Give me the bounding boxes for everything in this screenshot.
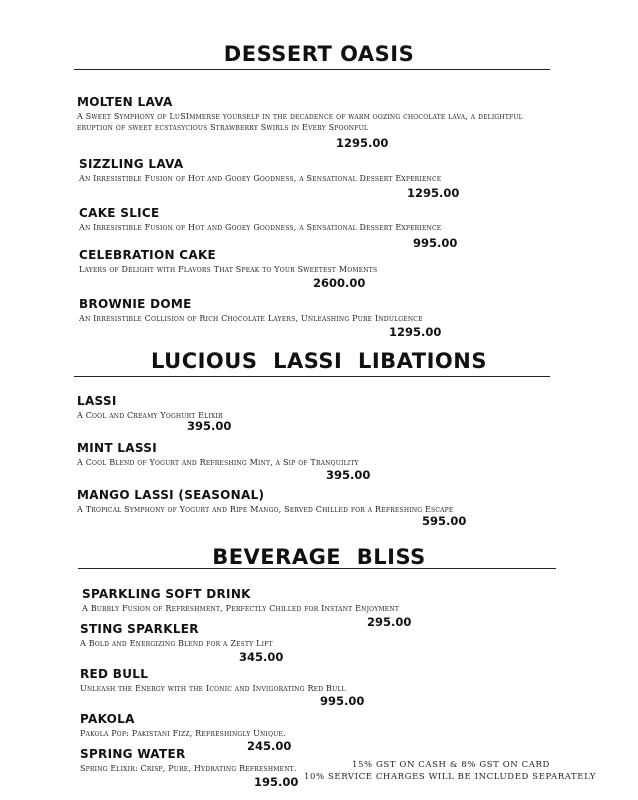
menu-item-spring-water — [80, 747, 340, 774]
section-title-dessert-oasis: DESSERT OASIS — [223, 42, 415, 66]
menu-item-celebration-cake — [79, 248, 559, 275]
menu-item-lassi — [77, 394, 557, 421]
item-description: A Tropical Symphony of Yogurt and Ripe Mango, Served Chilled for a Refreshing Escape — [77, 505, 454, 514]
item-description: An Irresistible Collision of Rich Chocolate Layers, Unleashing Pure Indulgence — [79, 314, 423, 323]
menu-item-sting-sparkler — [80, 622, 560, 649]
menu-item-sparkling-soft-drink — [82, 587, 562, 614]
item-description: Unleash the Energy with the Iconic and Invigorating Red Bull — [80, 684, 346, 693]
item-price: 995.00 — [320, 694, 365, 708]
item-name: RED BULL — [80, 667, 149, 681]
item-name: STING SPARKLER — [80, 622, 199, 636]
item-name: CELEBRATION CAKE — [79, 248, 217, 262]
section-divider — [74, 69, 550, 70]
item-description: Spring Elixir: Crisp, Pure, Hydrating Refreshment. — [80, 764, 297, 773]
menu-item-molten-lava — [77, 95, 557, 133]
item-price: 1295.00 — [389, 325, 442, 339]
item-name: MANGO LASSI (SEASONAL) — [77, 488, 265, 502]
item-price: 2600.00 — [313, 276, 366, 290]
item-price: 245.00 — [247, 739, 292, 753]
service-charge-note: 10% SERVICE CHARGES WILL BE INCLUDED SEPARATELY — [304, 772, 596, 782]
tax-note: 15% GST ON CASH & 8% GST ON CARD — [352, 760, 550, 770]
item-price: 595.00 — [422, 514, 467, 528]
item-description: Layers of Delight with Flavors That Speak to Your Sweetest Moments — [79, 265, 378, 274]
item-description: A Sweet Symphony of LuSImmerse yourself in the decadence of warm oozing chocolate lava, a delightful eruption of sweet ecstasycious Strawberry Swirls in Every Spoonful — [77, 112, 523, 132]
item-description: A Bold and Energizing Blend for a Zesty Lift — [80, 639, 273, 648]
item-description: A Cool and Creamy Yoghurt Elixir — [77, 411, 223, 420]
item-price: 1295.00 — [407, 186, 460, 200]
item-description: An Irresistible Fusion of Hot and Gooey Goodness, a Sensational Dessert Experience — [79, 174, 442, 183]
item-price: 295.00 — [367, 615, 412, 629]
item-description: A Cool Blend of Yogurt and Refreshing Mint, a Sip of Tranquility — [77, 458, 359, 467]
item-name: BROWNIE DOME — [79, 297, 192, 311]
menu-item-sizzling-lava — [79, 157, 559, 184]
item-price: 995.00 — [413, 236, 458, 250]
item-name: SIZZLING LAVA — [79, 157, 184, 171]
item-name: MINT LASSI — [77, 441, 157, 455]
item-description: Pakola Pop: Pakistani Fizz, Refreshingly Unique. — [80, 729, 286, 738]
item-price: 345.00 — [239, 650, 284, 664]
item-price: 395.00 — [326, 468, 371, 482]
section-divider — [74, 376, 550, 377]
menu-item-cake-slice — [79, 206, 559, 233]
section-title-lassi-libations: LUCIOUS LASSI LIBATIONS — [151, 349, 487, 373]
item-name: SPRING WATER — [80, 747, 186, 761]
menu-item-pakola — [80, 712, 560, 739]
item-name: MOLTEN LAVA — [77, 95, 173, 109]
menu-item-red-bull — [80, 667, 560, 694]
item-description: A Bubbly Fusion of Refreshment, Perfectly Chilled for Instant Enjoyment — [82, 604, 400, 613]
item-name: LASSI — [77, 394, 117, 408]
menu-item-brownie-dome — [79, 297, 559, 324]
item-name: SPARKLING SOFT DRINK — [82, 587, 251, 601]
section-divider — [78, 568, 556, 569]
item-name: CAKE SLICE — [79, 206, 160, 220]
item-price: 195.00 — [254, 775, 299, 789]
section-title-beverage-bliss: BEVERAGE BLISS — [212, 545, 426, 569]
item-price: 395.00 — [187, 419, 232, 433]
item-price: 1295.00 — [336, 136, 389, 150]
menu-item-mint-lassi — [77, 441, 557, 468]
menu-item-mango-lassi — [77, 488, 557, 515]
item-name: PAKOLA — [80, 712, 135, 726]
item-description: An Irresistible Fusion of Hot and Gooey Goodness, a Sensational Dessert Experience — [79, 223, 442, 232]
